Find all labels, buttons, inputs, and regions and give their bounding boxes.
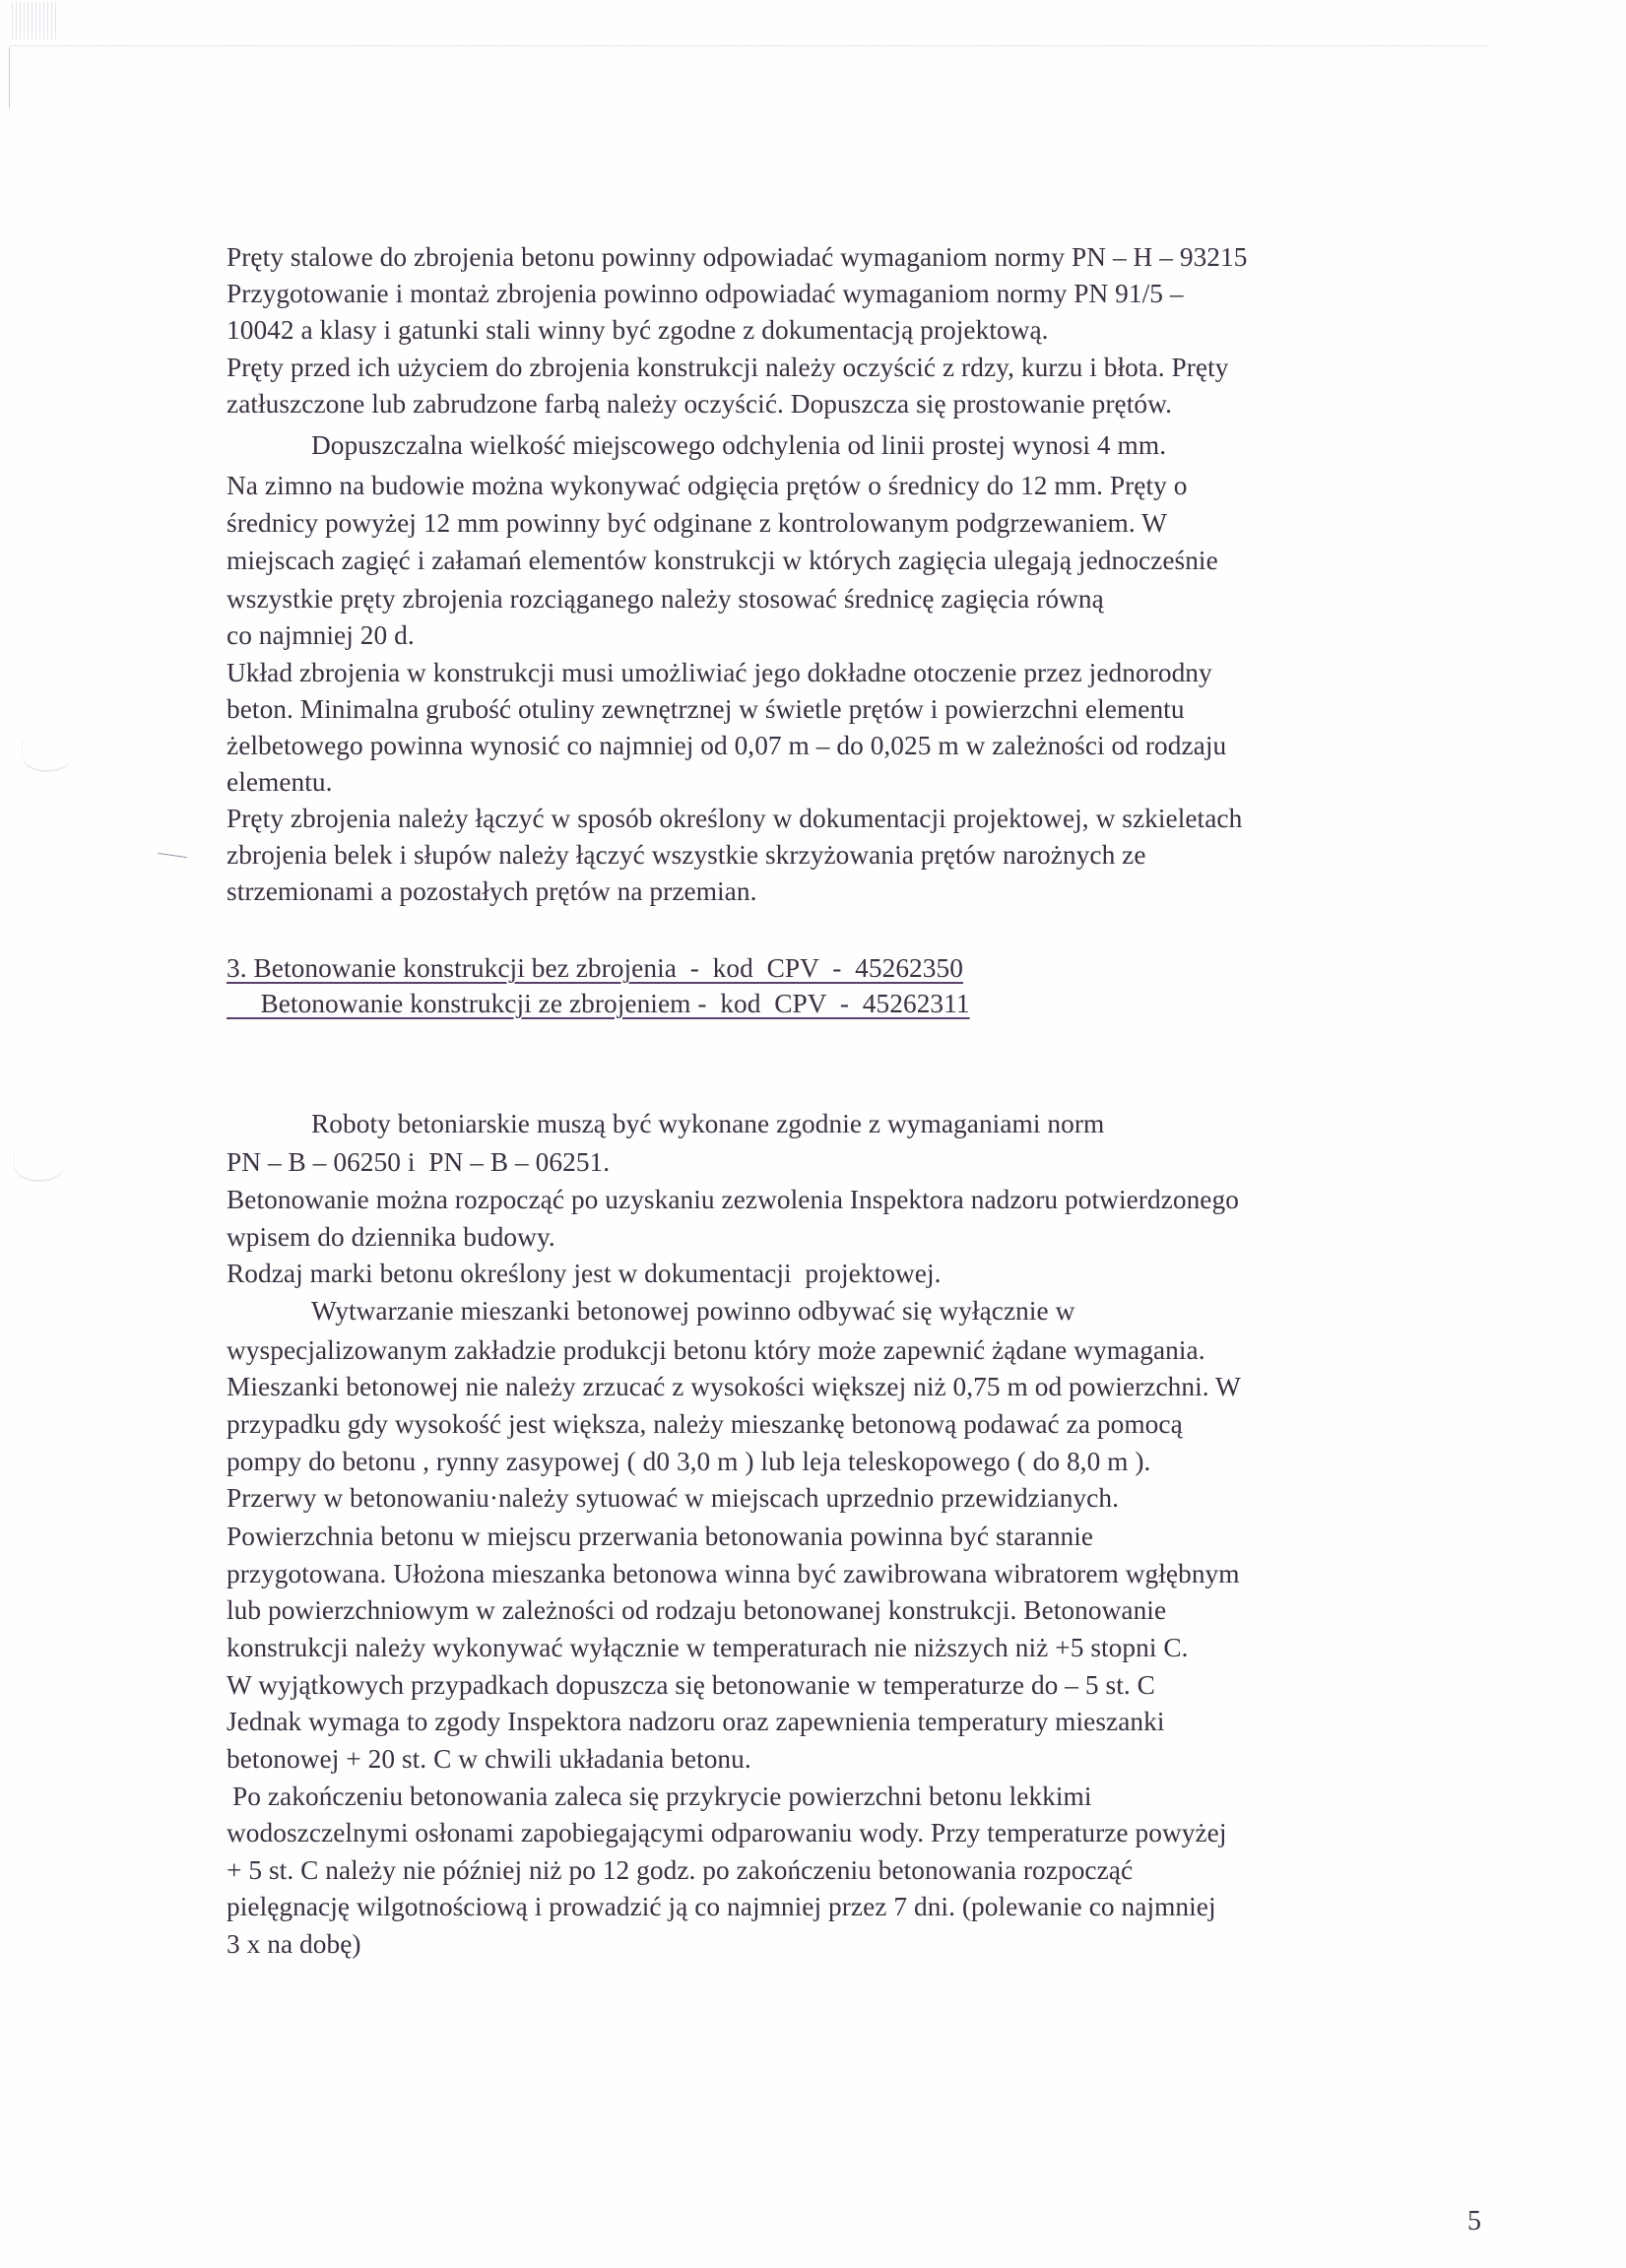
paragraph-line: co najmniej 20 d. <box>227 620 415 650</box>
paragraph-line: wyspecjalizowanym zakładzie produkcji betonu który może zapewnić żądane wymagania. <box>227 1335 1205 1365</box>
paragraph-line: pielęgnację wilgotnościową i prowadzić ją co najmniej przez 7 dni. (polewanie co najmniej <box>227 1892 1216 1921</box>
paragraph-line: Pręty zbrojenia należy łączyć w sposób określony w dokumentacji projektowej, w szkieletach <box>227 804 1243 833</box>
paragraph-line: pompy do betonu , rynny zasypowej ( d0 3,0 m ) lub leja teleskopowego ( do 8,0 m ). <box>227 1447 1151 1476</box>
paragraph-line: Roboty betoniarskie muszą być wykonane zgodnie z wymaganiami norm <box>311 1109 1105 1138</box>
paragraph-line: Powierzchnia betonu w miejscu przerwania betonowania powinna być starannie <box>227 1522 1094 1551</box>
paragraph-line: Dopuszczalna wielkość miejscowego odchylenia od linii prostej wynosi 4 mm. <box>311 430 1167 460</box>
page-number: 5 <box>1467 2206 1481 2236</box>
paragraph-line: Układ zbrojenia w konstrukcji musi umożliwiać jego dokładne otoczenie przez jednorodny <box>227 658 1212 687</box>
paragraph-line: Rodzaj marki betonu określony jest w dokumentacji projektowej. <box>227 1259 942 1288</box>
paragraph-line: Jednak wymaga to zgody Inspektora nadzoru oraz zapewnienia temperatury mieszanki <box>227 1707 1165 1736</box>
paragraph-line: zbrojenia belek i słupów należy łączyć wszystkie skrzyżowania prętów narożnych ze <box>227 840 1146 870</box>
paragraph-line: wszystkie pręty zbrojenia rozciąganego należy stosować średnicę zagięcia równą <box>227 584 1104 614</box>
paragraph-line: W wyjątkowych przypadkach dopuszcza się betonowanie w temperaturze do – 5 st. C <box>227 1670 1155 1700</box>
scan-artifact <box>9 47 10 108</box>
heading-line-1: 3. Betonowanie konstrukcji bez zbrojenia - kod CPV - 45262350 <box>227 953 963 983</box>
paragraph-line: Pręty przed ich użyciem do zbrojenia konstrukcji należy oczyścić z rdzy, kurzu i błota. Pręty <box>227 353 1229 382</box>
paragraph-line: beton. Minimalna grubość otuliny zewnętrznej w świetle prętów i powierzchni elementu <box>227 694 1185 724</box>
paragraph-line: Betonowanie można rozpocząć po uzyskaniu zezwolenia Inspektora nadzoru potwierdzonego <box>227 1185 1239 1214</box>
paragraph-line: Na zimno na budowie można wykonywać odgięcia prętów o średnicy do 12 mm. Pręty o <box>227 471 1188 500</box>
paragraph-line: wodoszczelnymi osłonami zapobiegającymi odparowaniu wody. Przy temperaturze powyżej <box>227 1818 1227 1847</box>
paragraph-line: Pręty stalowe do zbrojenia betonu powinny odpowiadać wymaganiom normy PN – H – 93215 <box>227 242 1248 272</box>
paragraph-line: betonowej + 20 st. C w chwili układania betonu. <box>227 1744 751 1774</box>
paragraph-line: 3 x na dobę) <box>227 1929 361 1959</box>
paragraph-line: wpisem do dziennika budowy. <box>227 1222 555 1252</box>
paragraph-line: miejscach zagięć i załamań elementów konstrukcji w których zagięcia ulegają jednocześnie <box>227 546 1218 575</box>
paragraph-line: konstrukcji należy wykonywać wyłącznie w temperaturach nie niższych niż +5 stopni C. <box>227 1633 1189 1662</box>
scan-artifact <box>158 853 187 858</box>
paragraph-line: 10042 a klasy i gatunki stali winny być zgodne z dokumentacją projektową. <box>227 315 1049 345</box>
paragraph-line: Wytwarzanie mieszanki betonowej powinno odbywać się wyłącznie w <box>311 1296 1075 1326</box>
scan-artifact <box>10 39 1487 46</box>
punch-hole-mark <box>14 1150 64 1182</box>
paragraph-line: lub powierzchniowym w zależności od rodzaju betonowanej konstrukcji. Betonowanie <box>227 1595 1167 1625</box>
paragraph-line: przypadku gdy wysokość jest większa, należy mieszankę betonową podawać za pomocą <box>227 1409 1183 1439</box>
paragraph-line: Mieszanki betonowej nie należy zrzucać z wysokości większej niż 0,75 m od powierzchni. W <box>227 1372 1241 1401</box>
paragraph-line: Przygotowanie i montaż zbrojenia powinno odpowiadać wymaganiom normy PN 91/5 – <box>227 279 1184 308</box>
paragraph-line: przygotowana. Ułożona mieszanka betonowa winna być zawibrowana wibratorem wgłębnym <box>227 1559 1240 1588</box>
paragraph-line: żelbetowego powinna wynosić co najmniej od 0,07 m – do 0,025 m w zależności od rodzaju <box>227 731 1227 760</box>
punch-hole-mark <box>22 741 72 772</box>
paragraph-line: PN – B – 06250 i PN – B – 06251. <box>227 1147 611 1177</box>
paragraph-line: Po zakończeniu betonowania zaleca się przykrycie powierzchni betonu lekkimi <box>232 1782 1092 1811</box>
paragraph-line: strzemionami a pozostałych prętów na przemian. <box>227 876 757 906</box>
paragraph-line: elementu. <box>227 767 333 797</box>
paragraph-line: zatłuszczone lub zabrudzone farbą należy oczyścić. Dopuszcza się prostowanie prętów. <box>227 389 1172 419</box>
scan-artifact <box>12 2 56 39</box>
paragraph-line: + 5 st. C należy nie później niż po 12 godz. po zakończeniu betonowania rozpocząć <box>227 1855 1134 1885</box>
heading-line-2: Betonowanie konstrukcji ze zbrojeniem - kod CPV - 45262311 <box>227 989 970 1018</box>
paragraph-line: średnicy powyżej 12 mm powinny być odginane z kontrolowanym podgrzewaniem. W <box>227 508 1167 538</box>
paragraph-line: Przerwy w betonowaniu·należy sytuować w miejscach uprzednio przewidzianych. <box>227 1483 1119 1513</box>
